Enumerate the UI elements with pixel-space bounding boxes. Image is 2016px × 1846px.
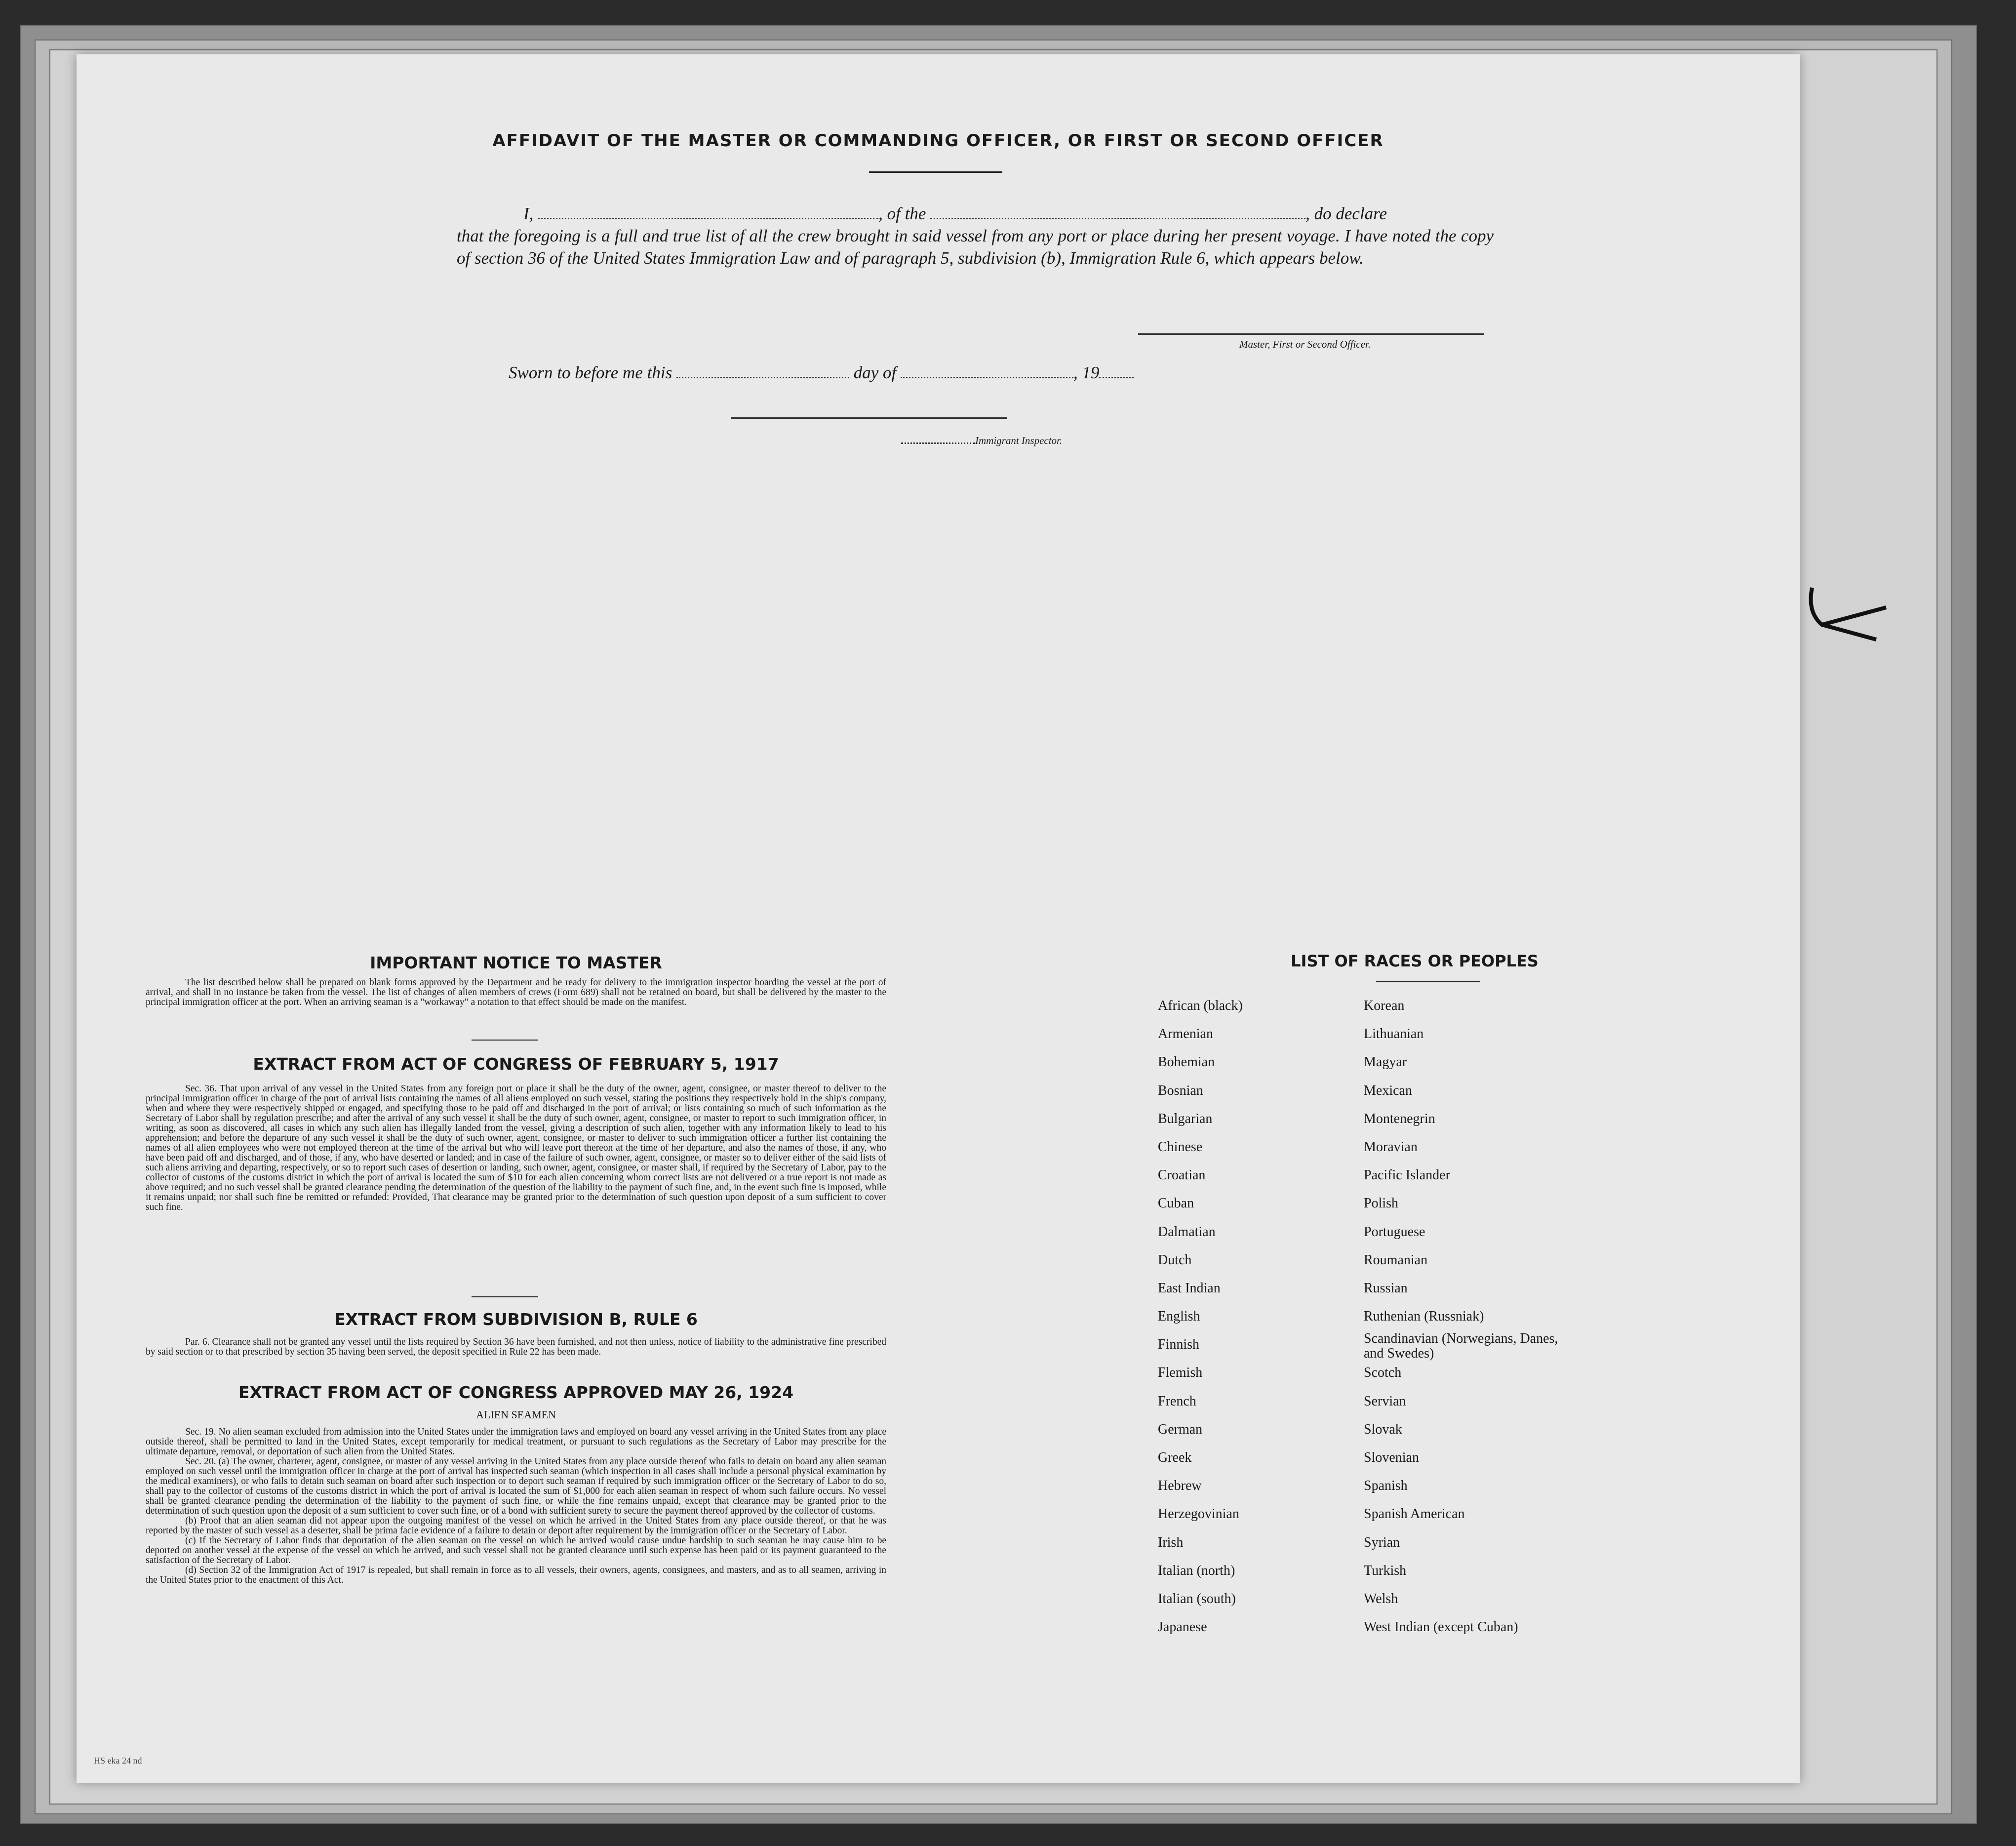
manifest-page: [77, 54, 1800, 1783]
races-title: LIST OF RACES OR PEOPLES: [1291, 952, 1539, 970]
extract-1924-text: [146, 1427, 886, 1585]
extract-1924-title: EXTRACT FROM ACT OF CONGRESS APPROVED MAY 26, 1924: [238, 1383, 794, 1402]
race-item: West Indian (except Cuban): [1364, 1619, 1518, 1635]
section-divider: [472, 1296, 538, 1297]
race-item: Syrian: [1364, 1534, 1400, 1550]
race-item: Russian: [1364, 1280, 1408, 1296]
race-item: Croatian: [1158, 1167, 1206, 1183]
race-item: East Indian: [1158, 1280, 1221, 1296]
affidavit-statement: that the foregoing is a full and true list of all the crew brought in said vessel from any port or place during her present voyage. I have noted the copy of section 36 of the United States Immigration Law and of paragraph 5, subdivision (b), Immigration Rule 6, which appears below.: [457, 226, 1494, 268]
race-item: Dalmatian: [1158, 1224, 1216, 1240]
race-item: African (black): [1158, 998, 1243, 1013]
race-item: Welsh: [1364, 1591, 1398, 1606]
affidavit-body: [457, 202, 1494, 269]
paragraph: (b) Proof that an alien seaman did not appear upon the outgoing manifest of the vessel on which he arrived in the United States from any place outside thereof, or that he was reported by the master of such vessel as a deserter, shall be prima facie evidence of a failure to detain or deport after requirement by the immigration officer or the Secretary of Labor.: [146, 1516, 886, 1536]
notice-title: IMPORTANT NOTICE TO MASTER: [370, 953, 662, 972]
paragraph: Sec. 19. No alien seaman excluded from admission into the United States under the immigration laws and employed on board any vessel arriving in the United States from any place outside thereof, shall be permitted to land in the United States, except temporarily for medical treatment, or pursuant to such regulations as the Secretary of Labor may prescribe for the ultimate departure, removal, or deportation of such alien from the United States.: [146, 1427, 886, 1457]
race-item: Italian (north): [1158, 1563, 1235, 1578]
extract-rule6-title: EXTRACT FROM SUBDIVISION B, RULE 6: [334, 1310, 698, 1329]
title-divider: [869, 171, 1002, 173]
day-of-label: day of: [853, 363, 897, 382]
race-item: Armenian: [1158, 1026, 1213, 1042]
race-item: Japanese: [1158, 1619, 1207, 1635]
extract-rule6-text: Par. 6. Clearance shall not be granted any vessel until the lists required by Section 36 have been furnished, and not then unless, notice of liability to the administrative fine prescribed by said section or to that prescribed by section 35 having been served, the deposit specified in Rule 22 has been made.: [146, 1337, 886, 1357]
race-item: Irish: [1158, 1534, 1184, 1550]
sworn-day-field[interactable]: [676, 364, 849, 378]
race-item: Bohemian: [1158, 1054, 1215, 1070]
race-item: Spanish: [1364, 1478, 1408, 1494]
of-the-label: , of the: [878, 204, 926, 223]
race-item: Slovenian: [1364, 1450, 1419, 1465]
race-item: Italian (south): [1158, 1591, 1236, 1606]
race-item: Herzegovinian: [1158, 1506, 1239, 1522]
sworn-month-field[interactable]: [901, 364, 1073, 378]
race-item: English: [1158, 1309, 1200, 1324]
inspector-signature-line[interactable]: [731, 417, 1007, 419]
notice-text: The list described below shall be prepared on blank forms approved by the Department and be ready for delivery to the immigration inspector boarding the vessel at the port of arrival, and shall in no instance be taken from the vessel. The list of changes of alien members of crews (Form 689) shall not be retained on board, but shall be delivered by the master to the principal immigration officer at the port. When an arriving seaman is a "workaway" a notation to that effect should be made on the manifest.: [146, 977, 886, 1007]
races-left-column: [1158, 999, 1345, 1648]
race-item: Dutch: [1158, 1252, 1192, 1268]
race-item: Servian: [1364, 1393, 1406, 1409]
signature-caption: Master, First or Second Officer.: [1239, 338, 1371, 350]
race-item: Portuguese: [1364, 1224, 1425, 1240]
sworn-year-field[interactable]: [1099, 364, 1134, 378]
race-item: Turkish: [1364, 1563, 1407, 1578]
extract-1924-subtitle: ALIEN SEAMEN: [476, 1408, 556, 1421]
paragraph: (d) Section 32 of the Immigration Act of 1917 is repealed, but shall remain in force as to all vessels, their owners, agents, consignees, and masters, and as to all seamen, arriving in the United States prior to the enactment of this Act.: [146, 1565, 886, 1585]
race-item: Korean: [1364, 998, 1405, 1013]
race-item: Ruthenian (Russniak): [1364, 1309, 1484, 1324]
name-field[interactable]: [538, 205, 878, 219]
extract-1917-text: Sec. 36. That upon arrival of any vessel in the United States from any foreign port or place it shall be the duty of the owner, agent, consignee, or master thereof to deliver to the principal immigration officer in charge of the port of arrival lists containing the names of all aliens employed on such vessel, stating the positions they respectively hold in the ship's company, when and where they were respectively shipped or engaged, and specifying those to be paid off and discharged in the port of arrival; or lists containing so much of such information as the Secretary of Labor shall by regulation prescribe; and after the arrival of any such vessel it shall be the duty of such owner, agent, consignee, or master to report to such immigration officer, in writing, as soon as discovered, all cases in which any such alien has illegally landed from the vessel, giving a description of such alien, together with any information likely to lead to his apprehension; and before the departure of any such vessel it shall be the duty of such owner, agent, consignee, or master to deliver to such immigration officer a further list containing the names of all alien employees who were not employed thereon at the time of the arrival but who will leave port thereon at the time of her departure, and also the names of those, if any, who have been paid off and discharged, and of those, if any, who have deserted or landed; and in case of the failure of such owner, agent, consignee, or master so to deliver either of the said lists of such aliens arriving and departing, respectively, or so to report such cases of desertion or landing, such owner, agent, consignee, or master shall, if required by the Secretary of Labor, pay to the collector of customs of the customs district in which the port of arrival is located the sum of $10 for each alien concerning whom correct lists are not delivered or a true report is not made as above required; and no such vessel shall be granted clearance pending the determination of the question of the liability to the payment of such fine, and, in the event such fine is imposed, while it remains unpaid; nor shall such fine be remitted or refunded: Provided, That clearance may be granted prior to the determination of such question upon deposit of a sum sufficient to cover such fine.: [146, 1084, 886, 1212]
inspector-caption: Immigrant Inspector.: [901, 435, 1062, 447]
i-label: I,: [523, 204, 534, 223]
officer-signature-line[interactable]: [1138, 333, 1484, 335]
race-item: Greek: [1158, 1450, 1192, 1465]
races-right-column: [1364, 999, 1571, 1648]
race-item: Scandinavian (Norwegians, Danes, and Swedes): [1364, 1331, 1558, 1362]
race-item: Hebrew: [1158, 1478, 1202, 1494]
race-item: Polish: [1364, 1196, 1399, 1211]
year-prefix: , 19: [1073, 363, 1100, 382]
affidavit-title: AFFIDAVIT OF THE MASTER OR COMMANDING OFFICER, OR FIRST OR SECOND OFFICER: [492, 131, 1384, 151]
race-item: Finnish: [1158, 1337, 1200, 1353]
race-item: French: [1158, 1393, 1196, 1409]
do-declare-label: , do declare: [1305, 204, 1387, 223]
race-item: Pacific Islander: [1364, 1167, 1450, 1183]
race-item: German: [1158, 1421, 1203, 1437]
sworn-line: [509, 363, 1134, 383]
extract-1917-title: EXTRACT FROM ACT OF CONGRESS OF FEBRUARY 5, 1917: [253, 1054, 779, 1074]
race-item: Magyar: [1364, 1054, 1407, 1070]
paragraph: (c) If the Secretary of Labor finds that deportation of the alien seaman on the vessel on which he arrived would cause undue hardship to such seaman he may cause him to be deported on another vessel at the expense of the vessel on which he arrived, and such vessel shall not be granted clearance until such expense has been paid or its payment guaranteed to the satisfaction of the Secretary of Labor.: [146, 1535, 886, 1565]
race-item: Chinese: [1158, 1139, 1203, 1155]
race-item: Roumanian: [1364, 1252, 1428, 1268]
race-item: Moravian: [1364, 1139, 1418, 1155]
form-code: HS eka 24 nd: [94, 1756, 142, 1766]
paragraph: Sec. 20. (a) The owner, charterer, agent, consignee, or master of any vessel arriving in the United States from any place outside thereof who fails to detain on board any alien seaman employed on such vessel until the immigration officer in charge at the port of arrival has inspected such seaman (which inspection in all cases shall include a personal physical examination by the medical examiners), or who fails to detain such seaman on board after such inspection or to deport such seaman if required by such immigration officer or the Secretary of Labor to do so, shall pay to the collector of customs of the customs district in which the port of arrival is located the sum of $1,000 for each alien seaman in respect of whom such failure occurs. No vessel shall be granted clearance pending the determination of the liability to the payment of such fine, or while the fine remains unpaid, except that clearance may be granted prior to the determination of such question upon the deposit of a sum sufficient to cover such fine, or of a bond with sufficient surety to secure the payment thereof approved by the collector of customs.: [146, 1456, 886, 1516]
race-item: Mexican: [1364, 1083, 1412, 1098]
pen-check-mark: [1802, 578, 1891, 642]
race-item: Slovak: [1364, 1421, 1402, 1437]
race-item: Cuban: [1158, 1196, 1194, 1211]
section-divider: [472, 1040, 538, 1041]
race-item: Bosnian: [1158, 1083, 1203, 1098]
race-item: Spanish American: [1364, 1506, 1465, 1522]
race-item: Lithuanian: [1364, 1026, 1424, 1042]
race-item: Bulgarian: [1158, 1111, 1213, 1126]
race-item: Flemish: [1158, 1365, 1203, 1381]
sworn-prefix: Sworn to before me this: [509, 363, 672, 382]
vessel-field[interactable]: [930, 205, 1305, 219]
races-divider: [1376, 981, 1480, 982]
race-item: Montenegrin: [1364, 1111, 1435, 1126]
race-item: Scotch: [1364, 1365, 1402, 1381]
